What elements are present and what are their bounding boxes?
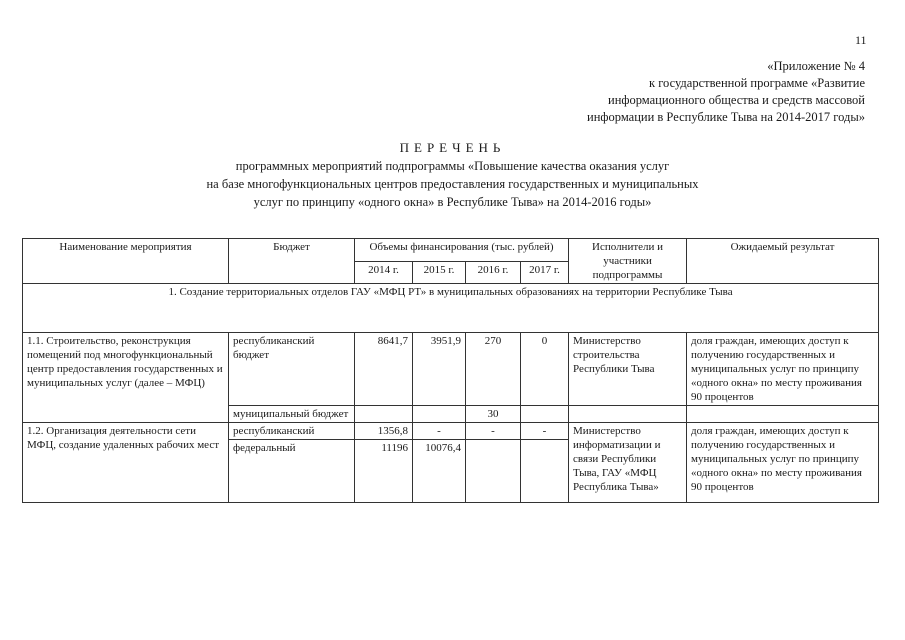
value-cell: - [413,423,466,440]
activities-table [22,238,879,503]
value-cell: 10076,4 [413,440,466,503]
section-title: 1. Создание территориальных отделов ГАУ «МФЦ РТ» в муниципальных образованиях на территории Республике Тыва [23,284,879,333]
header-year: 2015 г. [413,261,466,284]
header-name: Наименование мероприятия [23,239,229,284]
header-year: 2014 г. [355,261,413,284]
result-cell: доля граждан, имеющих доступ к получению государственных и муниципальных услуг по принципу «одного окна» по месту проживания 90 процентов [687,423,879,503]
value-cell: 3951,9 [413,333,466,406]
value-cell [413,406,466,423]
table-row [23,333,879,406]
subtitle-line: услуг по принципу «одного окна» в Республике Тыва» на 2014-2016 годы» [253,195,652,209]
executor-cell: Министерство информатизации и связи Республики Тыва, ГАУ «МФЦ Республика Тыва» [569,423,687,503]
value-cell [466,440,521,503]
page-number: 11 [855,33,867,47]
value-cell: 8641,7 [355,333,413,406]
budget-cell: федеральный [229,440,355,503]
result-cell: доля граждан, имеющих доступ к получению государственных и муниципальных услуг по принципу «одного окна» по месту проживания 90 процентов [687,333,879,406]
header-year: 2016 г. [466,261,521,284]
result-cell [687,406,879,423]
header-budget: Бюджет [229,239,355,284]
activity-name: 1.2. Организация деятельности сети МФЦ, создание удаленных рабочих мест [23,423,229,503]
budget-cell: республиканский бюджет [229,333,355,406]
document-title: ПЕРЕЧЕНЬ [399,140,506,155]
value-cell: 270 [466,333,521,406]
table-header-row [23,239,879,262]
value-cell: - [521,423,569,440]
value-cell: 30 [466,406,521,423]
header-year: 2017 г. [521,261,569,284]
header-funding: Объемы финансирования (тыс. рублей) [355,239,569,262]
section-row [23,284,879,333]
appendix-header [445,58,865,126]
appendix-line: информационного общества и средств массовой [608,93,865,107]
value-cell: 0 [521,333,569,406]
appendix-line: к государственной программе «Развитие [649,76,865,90]
budget-cell: республиканский [229,423,355,440]
value-cell: 11196 [355,440,413,503]
executor-cell: Министерство строительства Республики Тыва [569,333,687,406]
table-row [23,423,879,440]
subtitle-line: программных мероприятий подпрограммы «Повышение качества оказания услуг [235,159,670,173]
subtitle-line: на базе многофункциональных центров предоставления государственных и муниципальных [206,177,699,191]
activity-name: 1.1. Строительство, реконструкция помещений под многофункциональный центр предоставления государственных и муниципальных услуг (далее – МФЦ) [23,333,229,423]
header-result: Ожидаемый результат [687,239,879,284]
appendix-line: информации в Республике Тыва на 2014-2017 годы» [587,110,865,124]
budget-cell: муниципальный бюджет [229,406,355,423]
appendix-line: «Приложение № 4 [767,59,865,73]
document-subtitle [100,157,805,211]
header-executors: Исполнители и участники подпрограммы [569,239,687,284]
value-cell: 1356,8 [355,423,413,440]
value-cell [521,440,569,503]
value-cell [521,406,569,423]
value-cell [355,406,413,423]
executor-cell [569,406,687,423]
value-cell: - [466,423,521,440]
